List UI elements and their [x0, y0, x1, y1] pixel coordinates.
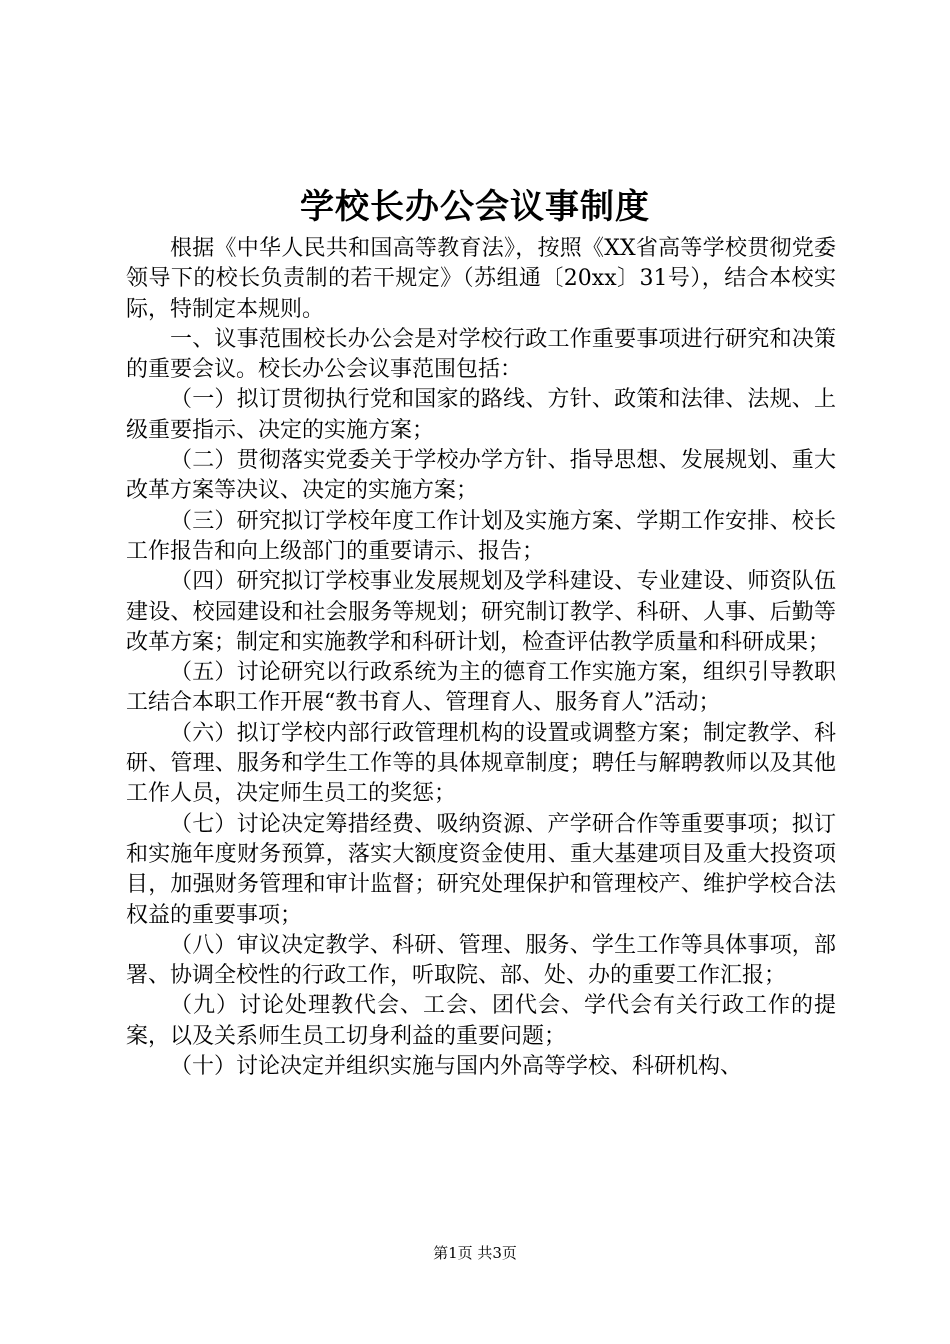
paragraph-item-9: （九）讨论处理教代会、工会、团代会、学代会有关行政工作的提案，以及关系师生员工切身利益的重要问题； [126, 993, 836, 1049]
paragraph-preamble: 根据《中华人民共和国高等教育法》，按照《XX省高等学校贯彻党委领导下的校长负责制的若干规定》（苏组通〔20xx〕31号），结合本校实际，特制定本规则。 [126, 236, 836, 322]
document-body [126, 234, 836, 1082]
paragraph-item-3: （三）研究拟订学校年度工作计划及实施方案、学期工作安排、校长工作报告和向上级部门的重要请示、报告； [126, 508, 836, 564]
paragraph-item-8: （八）审议决定教学、科研、管理、服务、学生工作等具体事项，部署、协调全校性的行政工作，听取院、部、处、办的重要工作汇报； [126, 932, 836, 989]
document-title: 学校长办公会议事制度 [300, 187, 650, 227]
paragraph-item-6: （六）拟订学校内部行政管理机构的设置或调整方案；制定教学、科研、管理、服务和学生工作等的具体规章制度；聘任与解聘教师以及其他工作人员，决定师生员工的奖惩； [126, 720, 836, 807]
paragraph-scope: 一、议事范围校长办公会是对学校行政工作重要事项进行研究和决策的重要会议。校长办公会议事范围包括： [126, 326, 836, 383]
page-footer: 第1页 共3页 [433, 1244, 517, 1262]
paragraph-item-10: （十）讨论决定并组织实施与国内外高等学校、科研机构、 [170, 1054, 743, 1080]
paragraph-item-4: （四）研究拟订学校事业发展规划及学科建设、专业建设、师资队伍建设、校园建设和社会服务等规划；研究制订教学、科研、人事、后勤等改革方案；制定和实施教学和科研计划，检查评估教学质量和科研成果； [126, 569, 836, 655]
paragraph-item-1: （一）拟订贯彻执行党和国家的路线、方针、政策和法律、法规、上级重要指示、决定的实施方案； [126, 387, 836, 443]
paragraph-item-2: （二）贯彻落实党委关于学校办学方针、指导思想、发展规划、重大改革方案等决议、决定的实施方案； [126, 448, 836, 504]
paragraph-item-5: （五）讨论研究以行政系统为主的德育工作实施方案，组织引导教职工结合本职工作开展“教书育人、管理育人、服务育人”活动； [126, 660, 836, 716]
paragraph-item-7: （七）讨论决定筹措经费、吸纳资源、产学研合作等重要事项；拟订和实施年度财务预算，落实大额度资金使用、重大基建项目及重大投资项目，加强财务管理和审计监督；研究处理保护和管理校产、维护学校合法权益的重要事项； [126, 811, 836, 928]
